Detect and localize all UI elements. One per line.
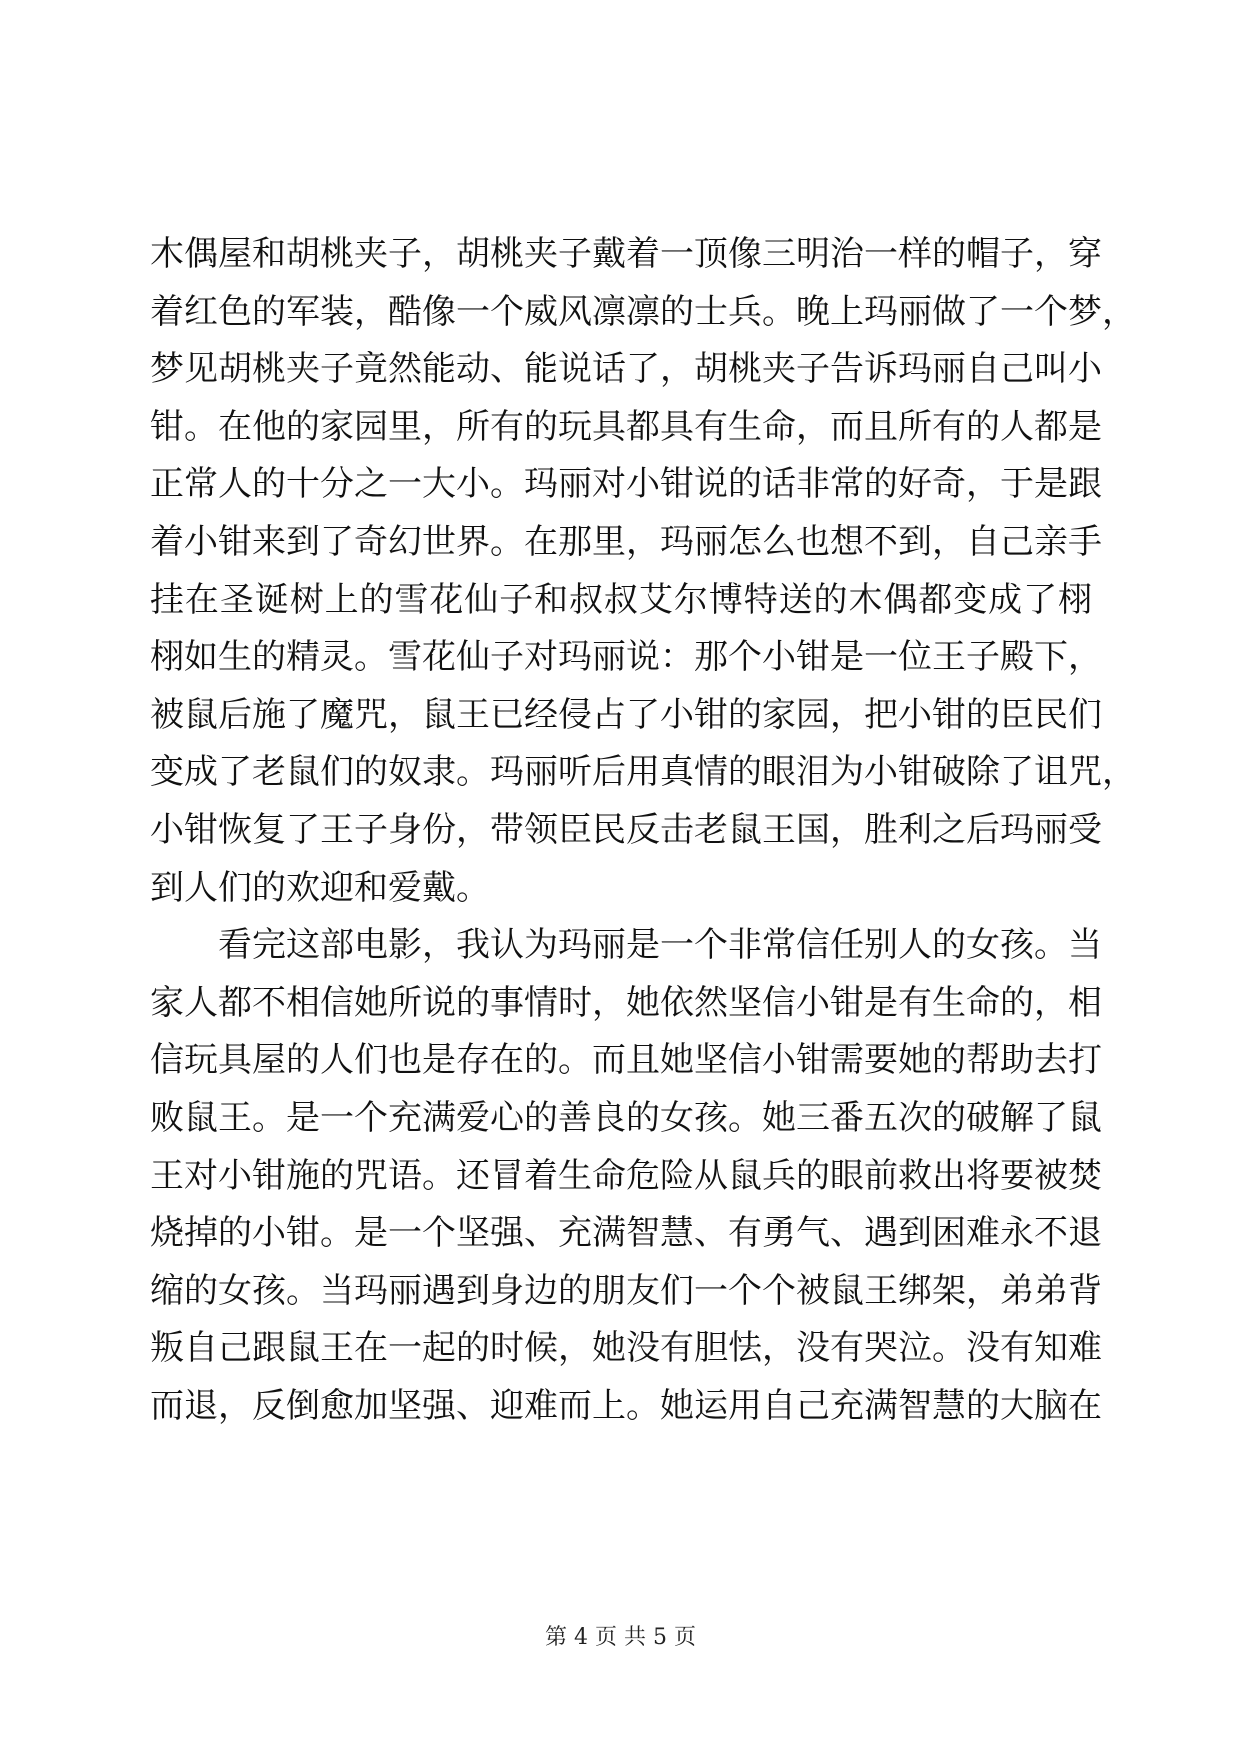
text-line-12: 到人们的欢迎和爱戴。 — [150, 867, 490, 908]
text-line-8: 栩如生的精灵。雪花仙子对玛丽说：那个小钳是一位王子殿下， — [150, 637, 1102, 678]
text-line-18: 烧掉的小钳。是一个坚强、充满智慧、有勇气、遇到困难永不退 — [150, 1213, 1102, 1254]
text-line-19: 缩的女孩。当玛丽遇到身边的朋友们一个个被鼠王绑架，弟弟背 — [150, 1270, 1102, 1311]
text-line-13: 看完这部电影，我认为玛丽是一个非常信任别人的女孩。当 — [150, 925, 1102, 966]
text-line-1: 木偶屋和胡桃夹子，胡桃夹子戴着一顶像三明治一样的帽子，穿 — [150, 234, 1102, 274]
text-line-4: 钳。在他的家园里，所有的玩具都具有生命，而且所有的人都是 — [150, 406, 1102, 447]
text-line-9: 被鼠后施了魔咒，鼠王已经侵占了小钳的家园，把小钳的臣民们 — [150, 694, 1102, 735]
text-line-10: 变成了老鼠们的奴隶。玛丽听后用真情的眼泪为小钳破除了诅咒， — [150, 752, 1136, 793]
text-line-11: 小钳恢复了王子身份，带领臣民反击老鼠王国，胜利之后玛丽受 — [150, 809, 1102, 850]
text-line-21: 而退，反倒愈加坚强、迎难而上。她运用自己充满智慧的大脑在 — [150, 1385, 1102, 1426]
text-line-17: 王对小钳施的咒语。还冒着生命危险从鼠兵的眼前救出将要被焚 — [150, 1155, 1102, 1196]
text-line-3: 梦见胡桃夹子竟然能动、能说话了，胡桃夹子告诉玛丽自己叫小 — [150, 349, 1102, 390]
text-line-14: 家人都不相信她所说的事情时，她依然坚信小钳是有生命的，相 — [150, 982, 1102, 1023]
text-line-6: 着小钳来到了奇幻世界。在那里，玛丽怎么也想不到，自己亲手 — [150, 521, 1102, 562]
page-number-footer: 第 4 页 共 5 页 — [545, 1625, 696, 1650]
text-line-7: 挂在圣诞树上的雪花仙子和叔叔艾尔博特送的木偶都变成了栩 — [150, 579, 1092, 620]
text-line-5: 正常人的十分之一大小。玛丽对小钳说的话非常的好奇，于是跟 — [150, 464, 1102, 505]
text-line-2: 着红色的军装，酷像一个威风凛凛的士兵。晚上玛丽做了一个梦， — [150, 291, 1136, 332]
text-line-16: 败鼠王。是一个充满爱心的善良的女孩。她三番五次的破解了鼠 — [150, 1097, 1102, 1138]
body-text — [150, 226, 1136, 1435]
text-line-15: 信玩具屋的人们也是存在的。而且她坚信小钳需要她的帮助去打 — [150, 1040, 1102, 1081]
text-line-20: 叛自己跟鼠王在一起的时候，她没有胆怯，没有哭泣。没有知难 — [150, 1328, 1102, 1369]
